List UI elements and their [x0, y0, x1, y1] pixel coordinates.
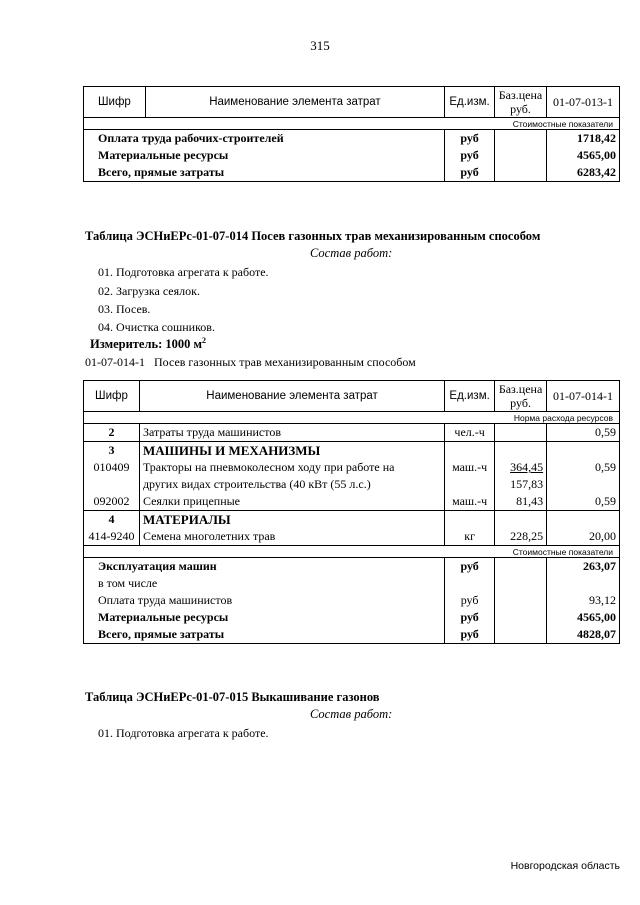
row-price: 364,45: [495, 459, 547, 476]
header-base-price: Баз.цена руб.: [495, 381, 547, 412]
norm-label: Норма расхода ресурсов: [84, 412, 620, 424]
section-title: Таблица ЭСНиЕРс-01-07-015 Выкашивание газонов: [85, 690, 380, 704]
group-name: МАТЕРИАЛЫ: [139, 511, 444, 529]
summary-value: 263,07: [547, 558, 620, 576]
summary-note: в том числе: [84, 575, 445, 592]
header-shifr: Шифр: [84, 87, 146, 118]
item-name: Посев газонных трав механизированным способом: [154, 355, 416, 369]
header-unit: Ед.изм.: [445, 381, 495, 412]
section-subtitle: Состав работ:: [310, 707, 393, 721]
row-name: Оплата труда рабочих-строителей: [84, 130, 445, 148]
row-code: 092002: [84, 493, 140, 511]
row-value: 0,59: [547, 493, 620, 511]
row-name: Всего, прямые затраты: [84, 164, 445, 182]
row-value: 0,59: [547, 424, 620, 442]
row-price: 157,83: [495, 476, 547, 493]
summary-value: 4828,07: [547, 626, 620, 644]
row-price: 81,43: [495, 493, 547, 511]
summary-name: Материальные ресурсы: [84, 609, 445, 626]
row-value: 1718,42: [547, 130, 620, 148]
cost-table-013: [83, 86, 620, 182]
header-code: 01-07-014-1: [547, 381, 620, 412]
row-unit: кг: [445, 528, 495, 546]
row-unit: руб: [445, 147, 495, 164]
work-step: 02. Загрузка сеялок.: [98, 284, 200, 298]
summary-unit: руб: [445, 626, 495, 644]
header-base-price: Баз.цена руб.: [495, 87, 547, 118]
row-unit: маш.-ч: [445, 493, 495, 511]
row-name: Семена многолетних трав: [139, 528, 444, 546]
row-unit: чел.-ч: [445, 424, 495, 442]
summary-name: Оплата труда машинистов: [84, 592, 445, 609]
header-name: Наименование элемента затрат: [145, 87, 444, 118]
row-code: 2: [84, 424, 140, 442]
section-subtitle: Состав работ:: [310, 246, 393, 260]
measure: Измеритель: 1000 $м^2$: [90, 336, 207, 352]
resource-table-014: [83, 380, 620, 644]
section-title: Таблица ЭСНиЕРс-01-07-014 Посев газонных трав механизированным способом: [85, 229, 541, 243]
summary-unit: руб: [445, 558, 495, 576]
row-code: 010409: [84, 459, 140, 476]
row-name: Тракторы на пневмоколесном ходу при работе на: [139, 459, 444, 476]
header-code: 01-07-013-1: [547, 87, 620, 118]
row-code: 4: [84, 511, 140, 529]
row-code: 3: [84, 442, 140, 460]
summary-value: 93,12: [547, 592, 620, 609]
row-name: Сеялки прицепные: [139, 493, 444, 511]
section-label: Стоимостные показатели: [84, 118, 620, 130]
row-price: 228,25: [495, 528, 547, 546]
header-shifr: Шифр: [84, 381, 140, 412]
row-value: 6283,42: [547, 164, 620, 182]
summary-unit: руб: [445, 609, 495, 626]
summary-name: Всего, прямые затраты: [84, 626, 445, 644]
summary-value: 4565,00: [547, 609, 620, 626]
row-unit: руб: [445, 164, 495, 182]
row-name-cont: других видах строительства (40 кВт (55 л.с.): [139, 476, 444, 493]
group-name: МАШИНЫ И МЕХАНИЗМЫ: [139, 442, 444, 460]
work-step: 03. Посев.: [98, 302, 151, 316]
row-value: 4565,00: [547, 147, 620, 164]
row-unit: руб: [445, 130, 495, 148]
work-step: 01. Подготовка агрегата к работе.: [98, 726, 269, 740]
row-unit: маш.-ч: [445, 459, 495, 476]
row-name: Материальные ресурсы: [84, 147, 445, 164]
row-name: Затраты труда машинистов: [139, 424, 444, 442]
row-value: 0,59: [547, 459, 620, 476]
row-value: 20,00: [547, 528, 620, 546]
header-name: Наименование элемента затрат: [139, 381, 444, 412]
header-unit: Ед.изм.: [445, 87, 495, 118]
work-step: 01. Подготовка агрегата к работе.: [98, 265, 269, 279]
cost-label: Стоимостные показатели: [84, 546, 620, 558]
item-code: 01-07-014-1: [85, 355, 145, 369]
footer-region: Новгородская область: [510, 860, 620, 872]
row-code: 414-9240: [84, 528, 140, 546]
item-line: [85, 355, 416, 370]
page-number: 315: [310, 38, 330, 53]
summary-name: Эксплуатация машин: [84, 558, 445, 576]
work-step: 04. Очистка сошников.: [98, 320, 215, 334]
summary-unit: руб: [445, 592, 495, 609]
